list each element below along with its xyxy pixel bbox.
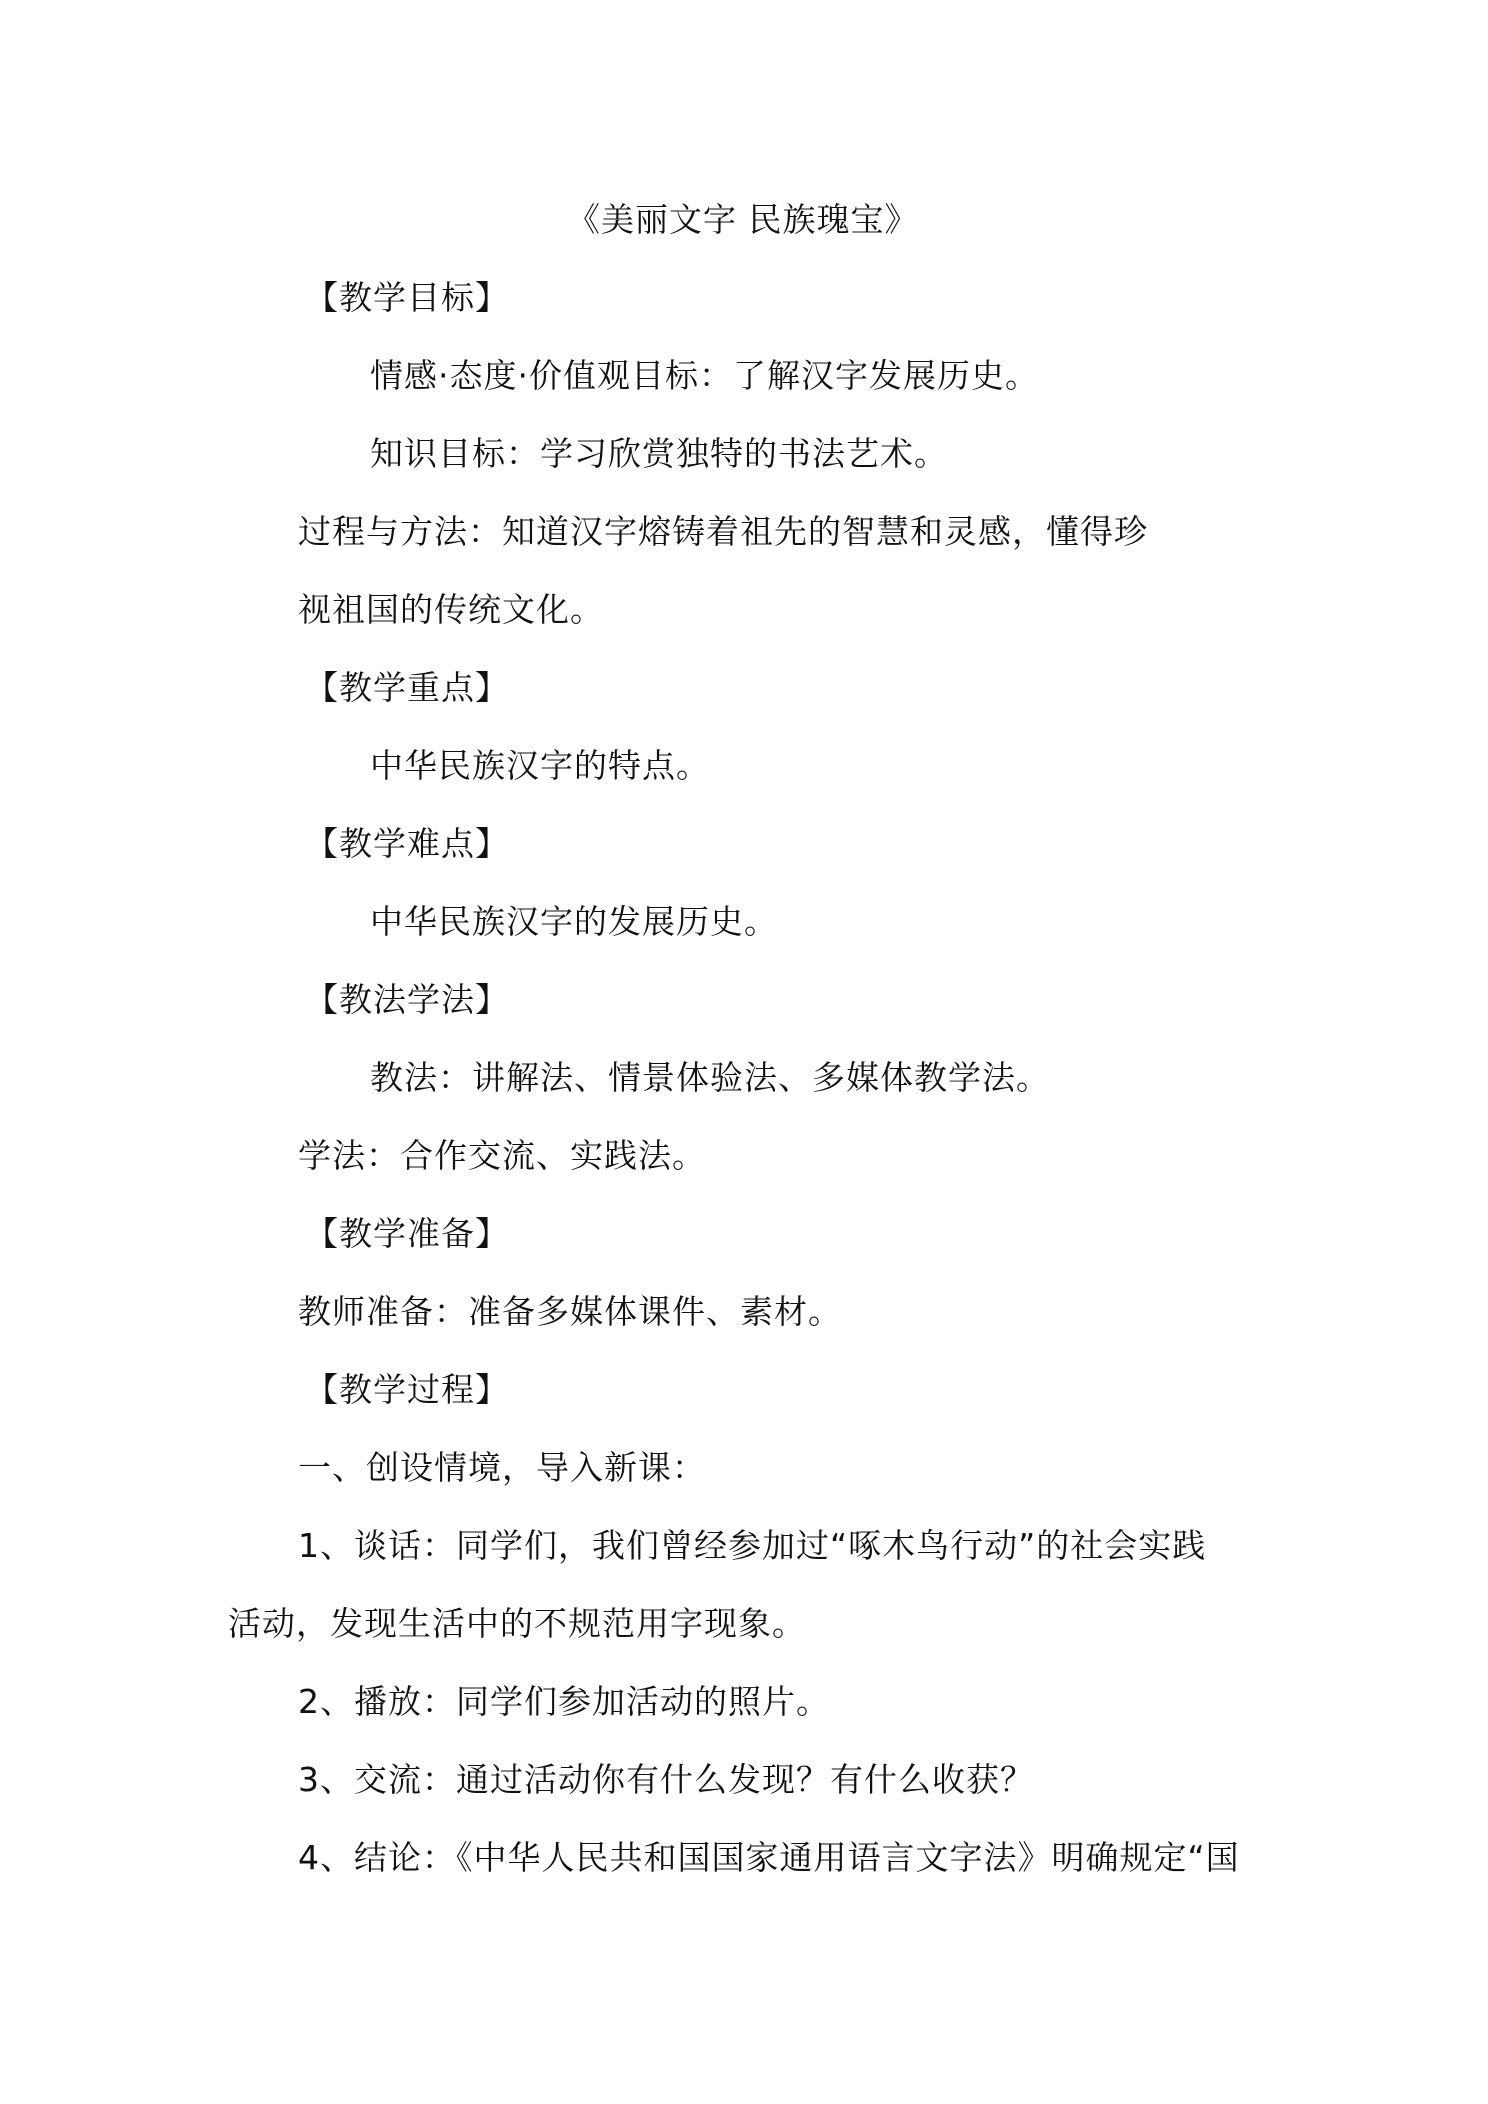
item4: 4、结论：《中华人民共和国国家通用语言文字法》明确规定“国 bbox=[298, 1838, 1240, 1877]
document-title: 《美丽文字 民族瑰宝》 bbox=[567, 200, 919, 239]
process-heading: 【教学过程】 bbox=[305, 1370, 509, 1409]
difficulty-heading: 【教学难点】 bbox=[305, 824, 509, 863]
teach-method: 教法：讲解法、情景体验法、多媒体教学法。 bbox=[370, 1058, 1050, 1097]
item1-line1: 1、谈话：同学们，我们曾经参加过“啄木鸟行动”的社会实践 bbox=[298, 1526, 1207, 1565]
item1-line2: 活动，发现生活中的不规范用字现象。 bbox=[228, 1604, 806, 1643]
goal-process-line1: 过程与方法：知道汉字熔铸着祖先的智慧和灵感，懂得珍 bbox=[298, 512, 1148, 551]
goal-process-line2: 视祖国的传统文化。 bbox=[298, 590, 604, 629]
prep-text: 教师准备：准备多媒体课件、素材。 bbox=[298, 1292, 842, 1331]
prep-heading: 【教学准备】 bbox=[305, 1214, 509, 1253]
goal-emotion: 情感·态度·价值观目标：了解汉字发展历史。 bbox=[370, 356, 1039, 395]
item2: 2、播放：同学们参加活动的照片。 bbox=[298, 1682, 830, 1721]
difficulty-text: 中华民族汉字的发展历史。 bbox=[370, 902, 778, 941]
key-heading: 【教学重点】 bbox=[305, 668, 509, 707]
key-text: 中华民族汉字的特点。 bbox=[370, 746, 710, 785]
item3: 3、交流：通过活动你有什么发现？有什么收获？ bbox=[298, 1760, 1034, 1799]
step-intro: 一、创设情境，导入新课： bbox=[298, 1448, 706, 1487]
goals-heading: 【教学目标】 bbox=[305, 278, 509, 317]
goal-knowledge: 知识目标：学习欣赏独特的书法艺术。 bbox=[370, 434, 948, 473]
method-heading: 【教法学法】 bbox=[305, 980, 509, 1019]
learn-method: 学法：合作交流、实践法。 bbox=[298, 1136, 706, 1175]
